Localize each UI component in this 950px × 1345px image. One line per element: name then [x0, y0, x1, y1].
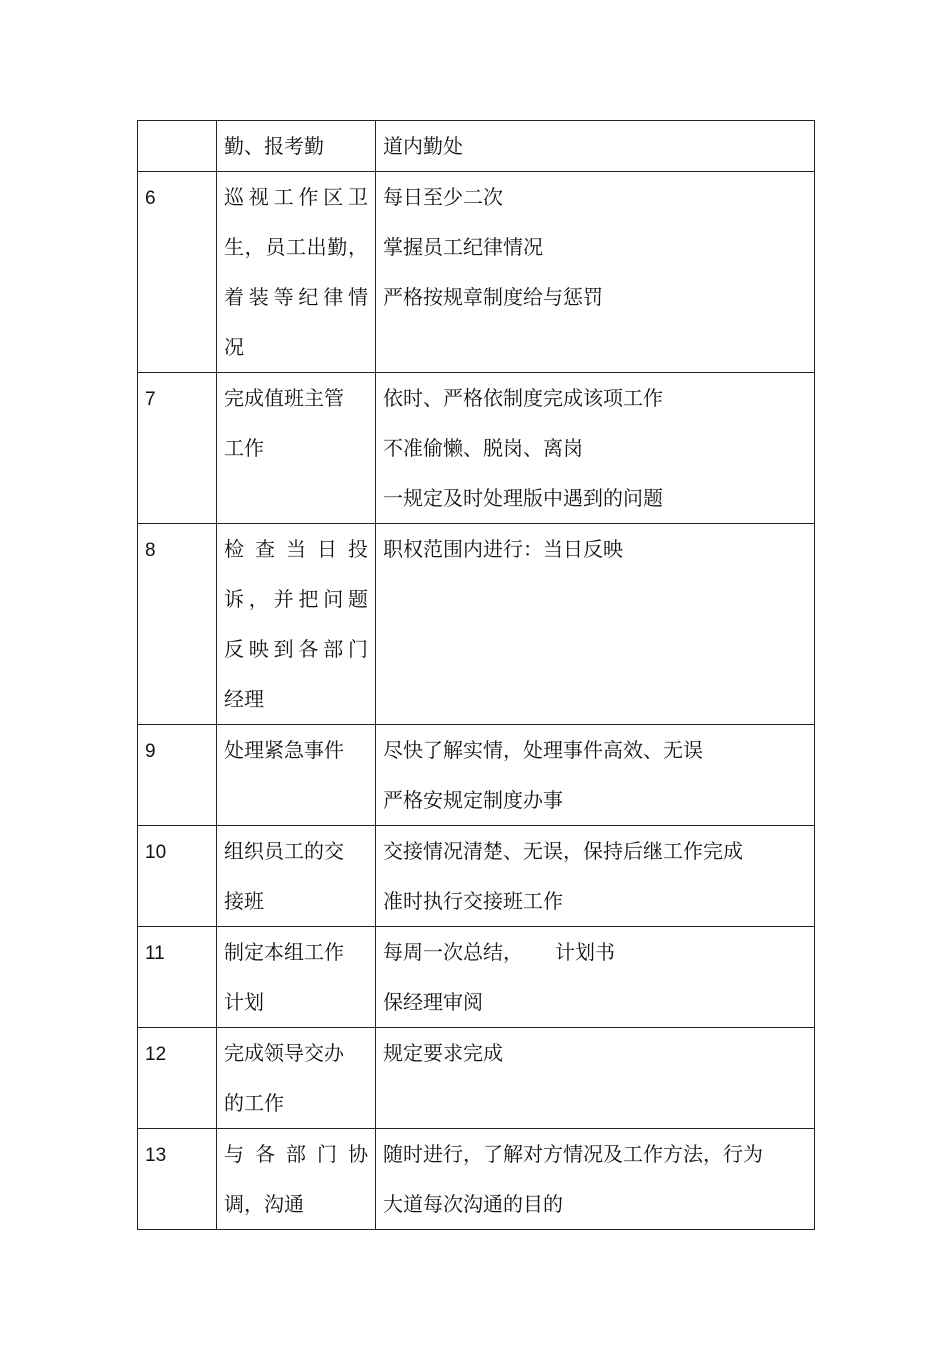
duty-item-cell: 勤、报考勤: [217, 121, 376, 172]
row-number-cell: 12: [138, 1028, 217, 1129]
standard-cell: 每日至少二次 掌握员工纪律情况 严格按规章制度给与惩罚: [376, 172, 815, 373]
duty-item-cell: 制定本组工作 计划: [217, 927, 376, 1028]
duty-table: [137, 120, 815, 1230]
duty-item-cell: 与​各​部​门​协 调，沟通: [217, 1129, 376, 1230]
standard-cell: 随时进行，了解对方情况及工作方法，行为 大道每次沟通的目的: [376, 1129, 815, 1230]
row-number-cell: 8: [138, 524, 217, 725]
duty-item-cell: 巡​视​工​作​区​卫 生​，​员​工​出​勤​， 着​装​等​纪​律​情 况: [217, 172, 376, 373]
duty-item-cell: 处理紧急事件: [217, 725, 376, 826]
duty-item-cell: 组织员工的交 接班: [217, 826, 376, 927]
table-row: [138, 725, 815, 826]
duty-item-cell: 完成领导交办 的工作: [217, 1028, 376, 1129]
standard-cell: 每周一次总结， 计划书 保经理审阅: [376, 927, 815, 1028]
table-row: [138, 826, 815, 927]
standard-cell: 职权范围内进行：当日反映: [376, 524, 815, 725]
standard-cell: 依时、严格依制度完成该项工作 不准偷懒、脱岗、离岗 一规定及时处理版中遇到的问题: [376, 373, 815, 524]
standard-cell: 道内勤处: [376, 121, 815, 172]
standard-cell: 规定要求完成: [376, 1028, 815, 1129]
row-number-cell: 11: [138, 927, 217, 1028]
table-row: [138, 121, 815, 172]
row-number-cell: 7: [138, 373, 217, 524]
row-number-cell: [138, 121, 217, 172]
table-row: [138, 373, 815, 524]
row-number-cell: 9: [138, 725, 217, 826]
table-row: [138, 1028, 815, 1129]
table-row: [138, 172, 815, 373]
duty-item-cell: 完成值班主管 工作: [217, 373, 376, 524]
row-number-cell: 10: [138, 826, 217, 927]
duty-item-cell: 检​查​当​日​投 诉​，​并​把​问​题 反​映​到​各​部​门 经理: [217, 524, 376, 725]
table-row: [138, 1129, 815, 1230]
row-number-cell: 13: [138, 1129, 217, 1230]
standard-cell: 交接情况清楚、无误，保持后继工作完成 准时执行交接班工作: [376, 826, 815, 927]
standard-cell: 尽快了解实情，处理事件高效、无误 严格安规定制度办事: [376, 725, 815, 826]
row-number-cell: 6: [138, 172, 217, 373]
table-row: [138, 927, 815, 1028]
table-row: [138, 524, 815, 725]
